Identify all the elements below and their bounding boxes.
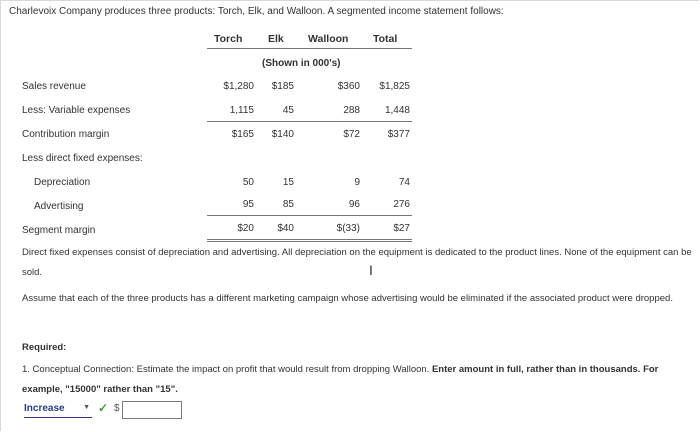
cell-sm-total: $27 <box>393 223 410 234</box>
cell-var-total: 1,448 <box>384 105 410 116</box>
increase-decrease-select[interactable] <box>24 403 92 418</box>
cell-cm-walloon: $72 <box>343 129 360 140</box>
cell-var-walloon: 288 <box>343 105 360 116</box>
question-prefix: 1. Conceptual Connection: Estimate the impact on profit that would result from dropping Walloon. <box>22 364 430 375</box>
subtotal-underline <box>207 121 412 122</box>
header-underline <box>207 48 412 49</box>
paragraph-fixed-expenses: Direct fixed expenses consist of depreciation and advertising. All depreciation on the equipment is dedicated to the product lines. None of the equipment can be sold. <box>22 247 692 278</box>
cell-cm-torch: $165 <box>231 129 254 140</box>
paragraph-assumption: Assume that each of the three products has a different marketing campaign whose advertising would be eliminated if the associated product were dropped. <box>22 293 673 304</box>
cell-adv-total: 276 <box>393 199 410 210</box>
units-note: (Shown in 000's) <box>262 58 341 69</box>
row-label-segment-margin: Segment margin <box>22 225 96 236</box>
cell-sm-elk: $40 <box>277 223 294 234</box>
cell-sales-torch: $1,280 <box>223 81 254 92</box>
cell-adv-elk: 85 <box>282 199 294 210</box>
cell-sales-total: $1,825 <box>379 81 410 92</box>
text-cursor-icon: I <box>369 262 373 278</box>
checkmark-icon: ✓ <box>98 401 109 415</box>
cell-sm-walloon: $(33) <box>336 223 360 234</box>
col-header-elk: Elk <box>268 33 284 45</box>
cell-adv-walloon: 96 <box>348 199 360 210</box>
cell-var-elk: 45 <box>282 105 294 116</box>
row-label-sales-revenue: Sales revenue <box>22 81 86 92</box>
select-value: Increase <box>24 403 65 414</box>
total-underline-1 <box>207 239 412 240</box>
intro-text: Charlevoix Company produces three products: Torch, Elk, and Walloon. A segmented income statement follows: <box>9 6 504 17</box>
cell-dep-elk: 15 <box>282 177 294 188</box>
col-header-walloon: Walloon <box>308 33 349 45</box>
amount-input[interactable] <box>122 401 182 419</box>
cell-var-torch: 1,115 <box>229 105 254 116</box>
dollar-sign: $ <box>114 403 120 414</box>
cell-dep-walloon: 9 <box>354 177 360 188</box>
row-label-depreciation: Depreciation <box>34 177 91 188</box>
cell-sm-torch: $20 <box>237 223 254 234</box>
col-header-total: Total <box>373 33 398 45</box>
question-instruction: Enter amount in full, rather than in thousands. For example, "15000" rather than "15". <box>22 364 659 395</box>
required-heading: Required: <box>22 342 67 353</box>
fixed-underline <box>207 215 412 216</box>
row-label-variable-expenses: Less: Variable expenses <box>22 105 131 116</box>
row-label-advertising: Advertising <box>34 201 84 212</box>
cell-cm-total: $377 <box>387 129 410 140</box>
chevron-down-icon: ▼ <box>83 404 90 411</box>
question-text <box>22 360 692 400</box>
cell-dep-total: 74 <box>398 177 410 188</box>
row-label-direct-fixed: Less direct fixed expenses: <box>22 153 143 164</box>
cell-adv-torch: 95 <box>242 199 254 210</box>
total-underline-2 <box>207 241 412 242</box>
cell-dep-torch: 50 <box>242 177 254 188</box>
row-label-contribution-margin: Contribution margin <box>22 129 110 140</box>
cell-cm-elk: $140 <box>271 129 294 140</box>
col-header-torch: Torch <box>214 33 243 45</box>
cell-sales-elk: $185 <box>271 81 294 92</box>
cell-sales-walloon: $360 <box>337 81 360 92</box>
